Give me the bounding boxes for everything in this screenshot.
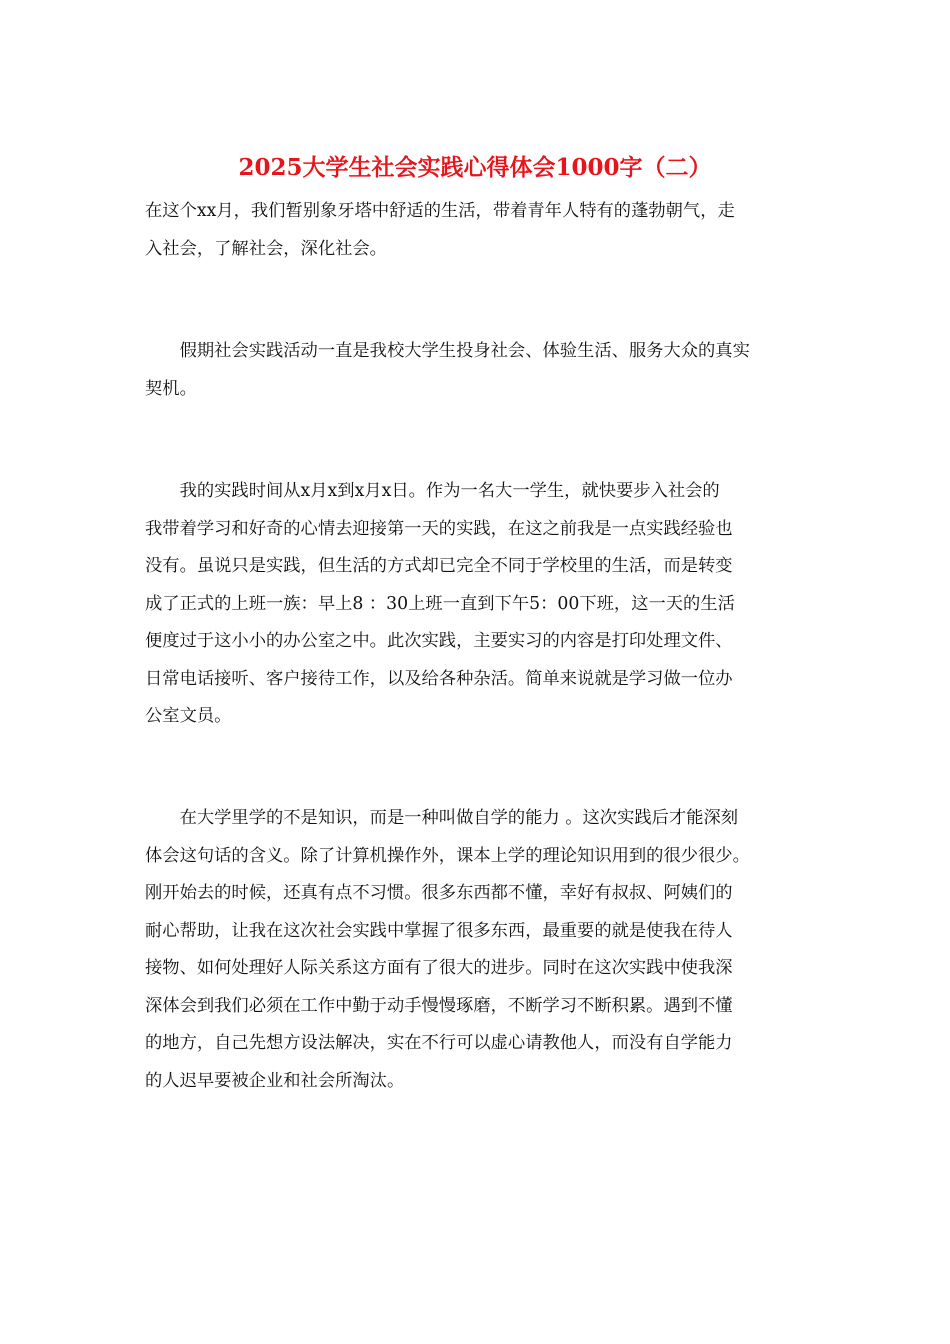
paragraph-line: 耐心帮助，让我在这次社会实践中掌握了很多东西，最重要的就是使我在待人: [145, 920, 733, 941]
paragraph-1: [145, 193, 810, 268]
paragraph-line: 在大学里学的不是知识，而是一种叫做自学的能力 。这次实践后才能深刻: [145, 808, 739, 828]
paragraph-line: 成了正式的上班一族：早上8 ：30上班一直到下午5：00下班，这一天的生活: [145, 593, 735, 614]
paragraph-line: 接物、如何处理好人际关系这方面有了很大的进步。同时在这次实践中使我深: [145, 958, 733, 978]
paragraph-line: 体会这句话的含义。除了计算机操作外，课本上学的理论知识用到的很少很少。: [145, 845, 750, 866]
paragraph-line: 刚开始去的时候，还真有点不习惯。很多东西都不懂，幸好有叔叔、阿姨们的: [145, 883, 733, 903]
paragraph-line: 公室文员。: [145, 706, 232, 726]
paragraph-line: 的地方，自己先想方设法解决，实在不行可以虚心请教他人，而没有自学能力: [145, 1033, 733, 1053]
paragraph-line: 便度过于这小小的办公室之中。此次实践，主要实习的内容是打印处理文件、: [145, 631, 733, 651]
paragraph-line: 在这个xx月，我们暂别象牙塔中舒适的生活，带着青年人特有的蓬勃朝气，走: [145, 201, 735, 221]
paragraph-line: 契机。: [145, 378, 197, 399]
document-title: 2025大学生社会实践心得体会1000字（二）: [238, 154, 712, 181]
paragraph-2: [145, 333, 810, 408]
paragraph-4: [145, 800, 810, 1100]
paragraph-line: 日常电话接听、客户接待工作，以及给各种杂活。简单来说就是学习做一位办: [145, 668, 733, 689]
paragraph-line: 的人迟早要被企业和社会所淘汰。: [145, 1070, 405, 1091]
paragraph-line: 入社会，了解社会，深化社会。: [145, 238, 387, 259]
paragraph-3: [145, 473, 810, 736]
paragraph-line: 深体会到我们必须在工作中勤于动手慢慢琢磨，不断学习不断积累。遇到不懂: [145, 995, 733, 1016]
paragraph-line: 我的实践时间从x月x到x月x日。作为一名大一学生，就快要步入社会的: [145, 481, 720, 501]
paragraph-line: 我带着学习和好奇的心情去迎接第一天的实践，在这之前我是一点实践经验也: [145, 518, 733, 539]
paragraph-line: 没有。虽说只是实践，但生活的方式却已完全不同于学校里的生活，而是转变: [145, 556, 733, 576]
paragraph-line: 假期社会实践活动一直是我校大学生投身社会、体验生活、服务大众的真实: [145, 341, 750, 361]
